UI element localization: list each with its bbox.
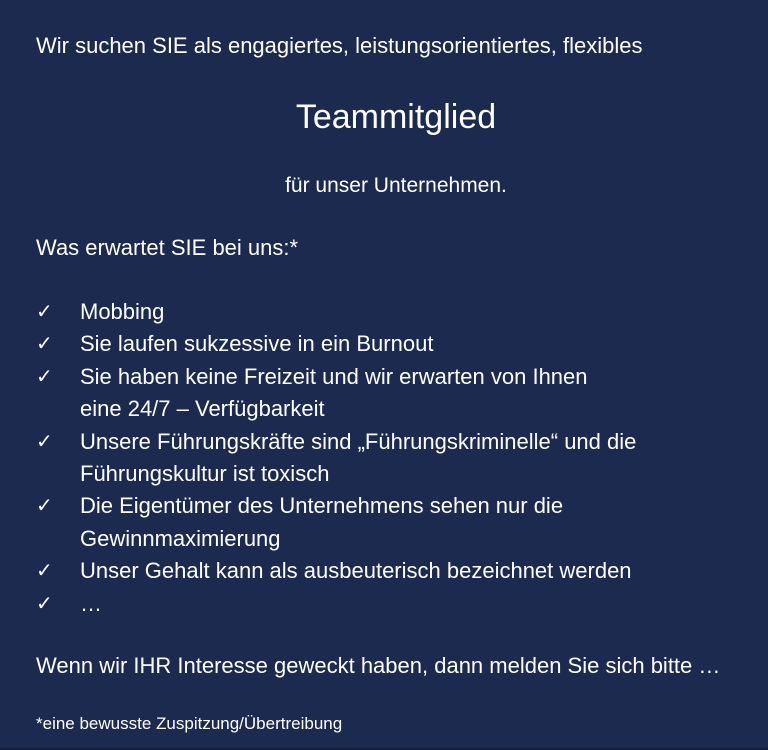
subtitle: für unser Unternehmen. xyxy=(285,174,507,197)
checklist-item-line: Mobbing xyxy=(80,299,165,324)
checklist-item xyxy=(36,296,756,328)
checklist-item-line: Sie laufen sukzessive in ein Burnout xyxy=(80,331,434,357)
check-icon: ✓ xyxy=(36,560,53,583)
checklist-item xyxy=(36,361,756,426)
check-icon: ✓ xyxy=(36,592,53,615)
closing-text: Wenn wir IHR Interesse geweckt haben, dann melden Sie sich bitte … xyxy=(36,653,721,678)
checklist-item-line: eine 24/7 – Verfügbarkeit xyxy=(80,396,325,422)
checklist-item xyxy=(36,588,756,620)
intro-text: Wir suchen SIE als engagiertes, leistungsorientiertes, flexibles xyxy=(36,33,643,58)
check-icon: ✓ xyxy=(36,301,53,323)
checklist-item-line: Unser Gehalt kann als ausbeuterisch bezeichnet werden xyxy=(80,558,632,584)
check-icon: ✓ xyxy=(36,365,53,388)
check-icon: ✓ xyxy=(36,430,53,453)
checklist-item-line: … xyxy=(80,590,102,616)
checklist-item-line: Führungskultur ist toxisch xyxy=(80,461,330,487)
footnote: *eine bewusste Zuspitzung/Übertreibung xyxy=(36,714,343,733)
page-title: Teammitglied xyxy=(295,98,497,136)
checklist xyxy=(36,296,756,620)
checklist-item-line: Unsere Führungskräfte sind „Führungskriminelle“ und die xyxy=(80,428,637,454)
check-icon: ✓ xyxy=(36,333,53,356)
check-icon: ✓ xyxy=(36,495,53,518)
checklist-item xyxy=(36,490,756,555)
checklist-item-line: Sie haben keine Freizeit und wir erwarten von Ihnen xyxy=(80,363,588,389)
checklist-item xyxy=(36,328,756,360)
checklist-item-line: Gewinnmaximierung xyxy=(80,525,281,551)
checklist-item xyxy=(36,426,756,491)
checklist-item xyxy=(36,555,756,587)
checklist-item-line: Die Eigentümer des Unternehmens sehen nur die xyxy=(80,493,564,519)
question-heading: Was erwartet SIE bei uns:* xyxy=(36,235,299,260)
